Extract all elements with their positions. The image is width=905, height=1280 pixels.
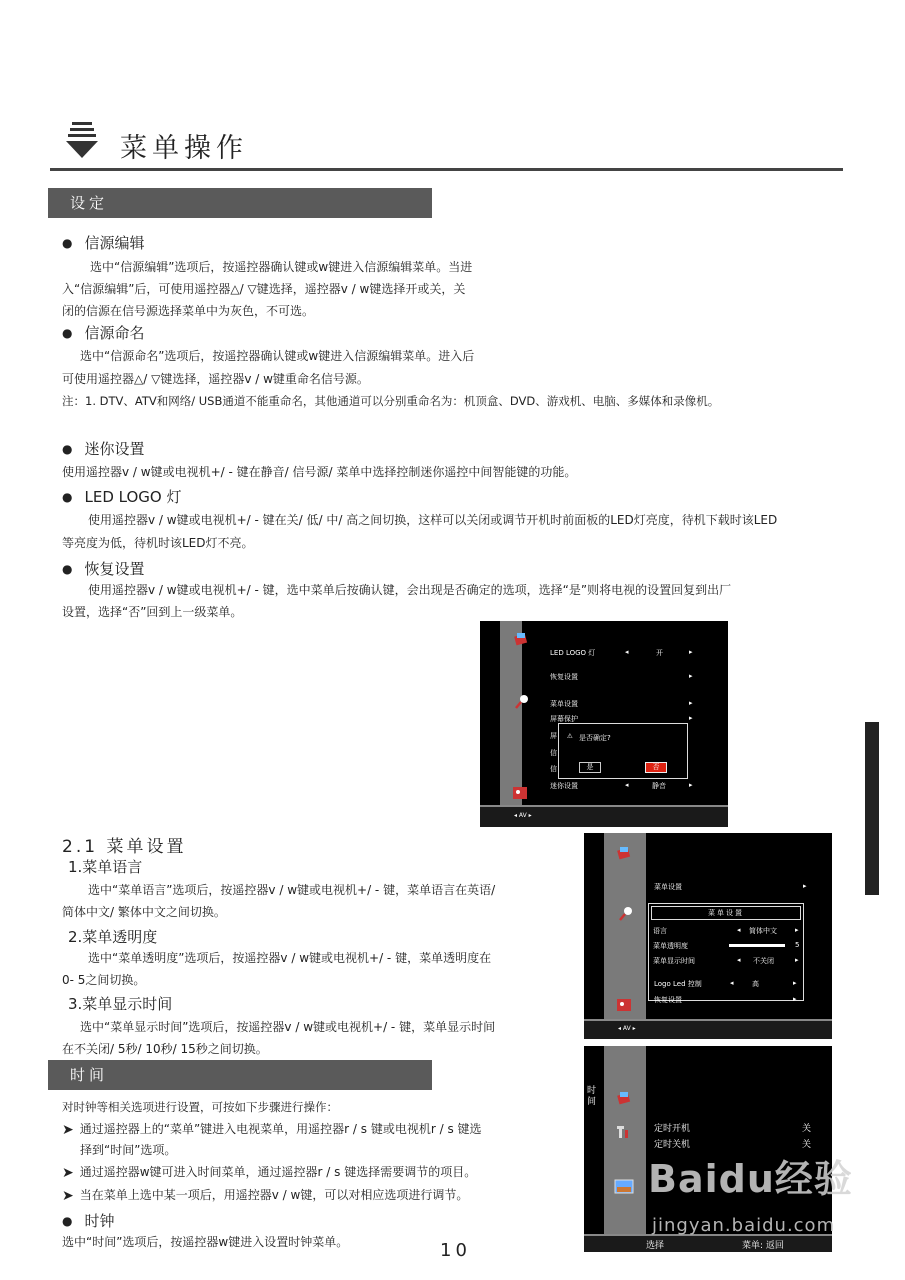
tv-row-right-arrow: ▸	[689, 781, 693, 789]
clock-line: 选中“时间”选项后，按遥控器w键进入设置时钟菜单。	[62, 1235, 349, 1249]
tv-row-left-arrow: ◂	[730, 979, 734, 987]
tv-row-label: 迷你设置	[550, 782, 578, 790]
tv-row-label: 恢复设置	[550, 673, 578, 681]
tv-row-label: 信	[550, 765, 557, 773]
heading-mini-settings: ● 迷你设置	[62, 438, 145, 459]
settings-tools-icon	[616, 1090, 632, 1106]
section-menu-settings: 2.1 菜单设置	[62, 837, 187, 857]
box-row-label: 菜单透明度	[653, 942, 688, 950]
source-edit-line-1: 选中“信源编辑”选项后，按遥控器确认键或w键进入信源编辑菜单。当进	[90, 260, 473, 274]
led-logo-line-2: 等亮度为低，待机时该LED灯不亮。	[62, 536, 254, 550]
section-bar-settings: 设定	[48, 188, 432, 218]
restore-line-2: 设置，选择“否”回到上一级菜单。	[62, 605, 243, 619]
magnifier-icon	[514, 693, 530, 709]
box-row-right-arrow: ▸	[795, 926, 799, 934]
heading-source-name: ● 信源命名	[62, 322, 145, 343]
tv-bottom-select: 选择	[646, 1241, 665, 1251]
menu-transparency-line-1: 选中“菜单透明度”选项后，按遥控器v / w键或电视机+/ - 键，菜单透明度在	[88, 951, 492, 965]
restore-line-1: 使用遥控器v / w键或电视机+/ - 键，选中菜单后按确认键，会出现是否确定的选项，选择“是”则将电视的设置回复到出厂	[88, 583, 732, 597]
time-step-3: ➤ 当在菜单上选中某一项后，用遥控器v / w键，可以对相应选项进行调节。	[62, 1188, 469, 1204]
tv-row-right-arrow: ▸	[793, 995, 797, 1003]
picture-icon	[616, 997, 632, 1013]
timer-off-value: 关	[802, 1140, 812, 1150]
yes-button[interactable]: 是	[579, 762, 601, 773]
tv-bottom-hint: ◂ AV ▸	[514, 812, 532, 819]
box-row-value: 简体中文	[749, 927, 777, 935]
transparency-slider-fill	[729, 944, 785, 947]
box-row-value: 不关闭	[753, 957, 774, 965]
source-name-line-1: 选中“信源命名”选项后，按遥控器确认键或w键进入信源编辑菜单。进入后	[80, 349, 475, 363]
page-number: 10	[440, 1240, 471, 1261]
confirm-question: 是否确定?	[579, 734, 611, 742]
heading-source-edit: ● 信源编辑	[62, 232, 145, 253]
source-edit-line-3: 闭的信源在信号源选择菜单中为灰色，不可选。	[62, 304, 315, 318]
menu-language-line-2: 简体中文/ 繁体中文之间切换。	[62, 905, 226, 919]
tv-row-right-arrow: ▸	[689, 714, 693, 722]
transparency-slider[interactable]	[729, 944, 785, 947]
menu-transparency-title: 2.菜单透明度	[68, 928, 158, 946]
chapter-side-tab	[865, 722, 879, 895]
tv-row-right-arrow: ▸	[803, 882, 807, 890]
source-name-line-2: 可使用遥控器△/ ▽键选择，遥控器v / w键重命名信号源。	[62, 372, 369, 386]
picture-icon	[512, 785, 528, 801]
menu-transparency-line-2: 0- 5之间切换。	[62, 973, 146, 987]
no-button[interactable]: 否	[645, 762, 667, 773]
timer-on-label: 定时开机	[654, 1124, 691, 1134]
baidu-watermark-url: jingyan.baidu.com	[652, 1215, 836, 1236]
menu-settings-box-title: 菜单设置	[651, 906, 801, 920]
settings-tools-icon	[616, 845, 632, 861]
tv-row-value: 开	[656, 649, 663, 657]
tv-row-value: 高	[752, 980, 759, 988]
title-divider	[50, 168, 843, 171]
magnifier-icon	[618, 905, 634, 921]
tv-row-right-arrow: ▸	[689, 672, 693, 680]
time-step-1: ➤ 通过遥控器上的“菜单”键进入电视菜单，用遥控器r / s 键或电视机r / s 键选	[62, 1122, 482, 1138]
monitor-icon	[614, 1178, 634, 1198]
tv-row-label: 恢复设置	[654, 996, 682, 1004]
menu-language-title: 1.菜单语言	[68, 858, 143, 876]
tv-row-label: Logo Led 控制	[654, 980, 702, 988]
led-logo-line-1: 使用遥控器v / w键或电视机+/ - 键在关/ 低/ 中/ 高之间切换，这样可以关闭或调节开机时前面板的LED灯亮度，待机下载时该LED	[88, 513, 778, 527]
tv-row-value: 静音	[652, 782, 666, 790]
settings-tools-icon	[513, 631, 529, 647]
mini-settings-line-1: 使用遥控器v / w键或电视机+/ - 键在静音/ 信号源/ 菜单中选择控制迷你遥控中间智能键的功能。	[62, 465, 577, 479]
tv-row-label: 屏	[550, 732, 557, 740]
tv-row-left-arrow: ◂	[625, 781, 629, 789]
tv-row-right-arrow: ▸	[689, 648, 693, 656]
tv-row-label: LED LOGO 灯	[550, 649, 596, 657]
page-title: 菜单操作	[120, 133, 248, 164]
heading-led-logo: ● LED LOGO 灯	[62, 486, 181, 507]
box-row-right-arrow: ▸	[795, 956, 799, 964]
time-intro: 对时钟等相关选项进行设置，可按如下步骤进行操作：	[62, 1100, 338, 1114]
tv-row-label: 菜单设置	[654, 883, 682, 891]
box-row-label: 语言	[653, 927, 667, 935]
time-step-1-cont: 择到“时间”选项。	[80, 1143, 177, 1157]
tv-sidebar	[604, 1046, 646, 1234]
clock-tools-icon	[616, 1124, 632, 1140]
menu-display-time-line-2: 在不关闭/ 5秒/ 10秒/ 15秒之间切换。	[62, 1042, 268, 1056]
tv-sidebar	[500, 621, 522, 805]
tv-row-label: 菜单设置	[550, 700, 578, 708]
section-bar-time: 时间	[48, 1060, 432, 1090]
arrow-icon: ➤	[62, 1122, 74, 1138]
tv-bottom-hint: ◂ AV ▸	[618, 1025, 636, 1032]
arrow-icon: ➤	[62, 1188, 74, 1204]
time-step-2: ➤ 通过遥控器w键可进入时间菜单，通过遥控器r / s 键选择需要调节的项目。	[62, 1165, 477, 1181]
box-row-left-arrow: ◂	[737, 926, 741, 934]
heading-restore: ● 恢复设置	[62, 558, 145, 579]
warning-icon: ⚠	[567, 732, 573, 740]
box-row-left-arrow: ◂	[737, 956, 741, 964]
tv-row-right-arrow: ▸	[793, 979, 797, 987]
box-row-label: 菜单显示时间	[653, 957, 695, 965]
tv-bottom-menu-return: 菜单: 返回	[742, 1241, 784, 1251]
heading-clock: ● 时钟	[62, 1210, 115, 1231]
timer-off-label: 定时关机	[654, 1140, 691, 1150]
arrow-icon: ➤	[62, 1165, 74, 1181]
menu-display-time-title: 3.菜单显示时间	[68, 995, 173, 1013]
tv-screen-menu-settings	[584, 833, 832, 1039]
source-edit-line-2: 入“信源编辑”后，可使用遥控器△/ ▽键选择，遥控器v / w键选择开或关，关	[62, 282, 466, 296]
box-row-value: 5	[795, 941, 800, 949]
tv-row-label: 屏幕保护	[550, 715, 578, 723]
baidu-watermark-logo: Baidu经验	[648, 1157, 853, 1201]
menu-language-line-1: 选中“菜单语言”选项后，按遥控器v / w键或电视机+/ - 键，菜单语言在英语/	[88, 883, 496, 897]
timer-on-value: 关	[802, 1124, 812, 1134]
tv-screen-restore	[480, 621, 728, 827]
menu-display-time-line-1: 选中“菜单显示时间”选项后，按遥控器v / w键或电视机+/ - 键，菜单显示时间	[80, 1020, 496, 1034]
tv-row-right-arrow: ▸	[689, 699, 693, 707]
tv-row-label: 信	[550, 749, 557, 757]
tv-row-left-arrow: ◂	[625, 648, 629, 656]
source-name-note: 注：1. DTV、ATV和网络/ USB通道不能重命名，其他通道可以分别重命名为：机顶盒、DVD、游戏机、电脑、多媒体和录像机。	[62, 394, 720, 408]
time-side-label: 时间	[587, 1086, 597, 1107]
confirm-dialog	[558, 723, 688, 779]
menu-operation-icon	[66, 122, 98, 158]
